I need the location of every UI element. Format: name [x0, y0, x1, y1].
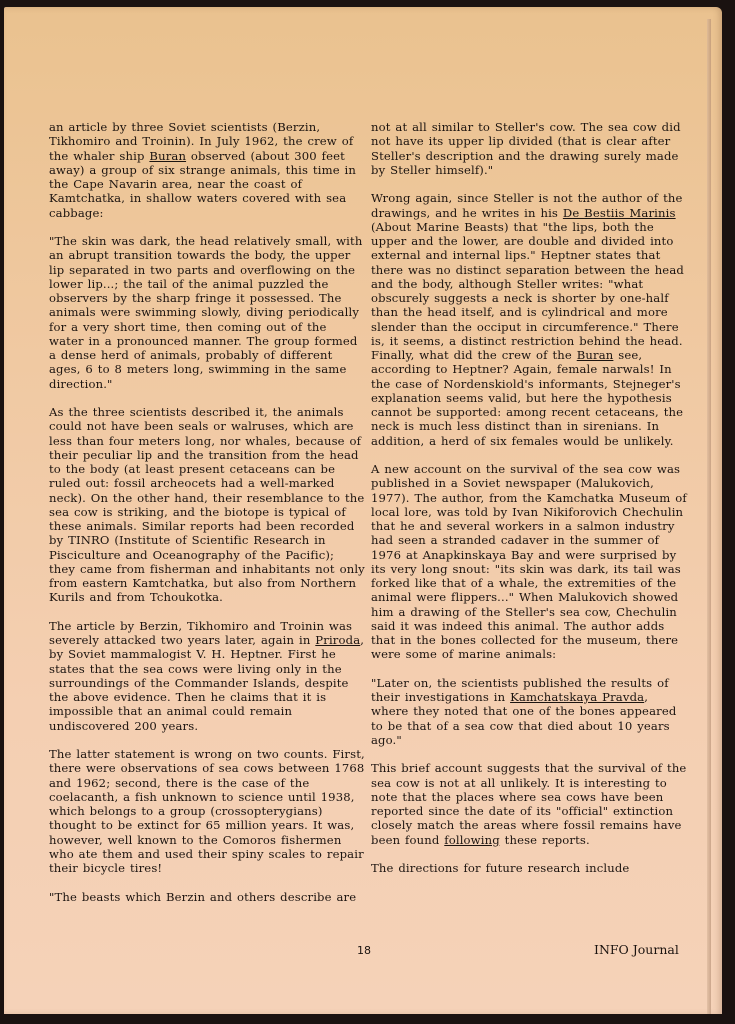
page-bottom-shadow: [0, 1014, 735, 1024]
ship-name-buran: Buran: [576, 348, 614, 362]
left-column: [49, 120, 365, 904]
right-column: [371, 120, 689, 875]
paragraph-brief-account: [371, 761, 689, 847]
text: "Later on, the scientists published the results of their investigations in: [371, 675, 669, 704]
paragraph-beasts-quote: "The beasts which Berzin and others describe are: [49, 889, 357, 904]
text: , where they noted that one of the bones appeared to be that of a sea cow that died about 10 years ago.": [371, 690, 677, 747]
text: This brief account suggests that the survival of the sea cow is not at all unlikely. It is interesting to note that the places where sea cows have been reported since the date of its "official" extinction closely match the areas where fossil remains have been found: [371, 761, 687, 847]
paragraph-heptner-attack: [49, 619, 365, 733]
book-title-de-bestiis-marinis: De Bestiis Marinis: [562, 205, 676, 220]
paragraph-coelacanth: The latter statement is wrong on two counts. First, there were observations of sea cows between 1768 and 1962; second, there is the case of the coelacanth, a fish unknown to science until 1938, which belongs to a group (crossopterygians) thought to be extinct for 65 million years. It was, however, well known to the Comoros fishermen who ate them and used their spiny scales to repair their bicycle tires!: [49, 747, 365, 875]
page-number: 18: [357, 944, 371, 957]
text: , by Soviet mammalogist V. H. Heptner. First he states that the sea cows were living only in the surroundings of the Commander Islands, despite the above evidence. Then he claims that it is impossible that an animal could remain undiscovered 200 years.: [49, 633, 365, 733]
text: an article by three Soviet scientists (Berzin, Tikhomiro and Troinin). In July 1962, the crew of the whaler ship: [49, 120, 354, 163]
paragraph-malukovich-account: A new account on the survival of the sea cow was published in a Soviet newspaper (Malukovich, 1977). The author, from the Kamchatka Museum of local lore, was told by Ivan Nikiforovich Chechulin that he and several workers in a salmon industry had seen a stranded cadaver in the summer of 1976 at Anapkinskaya Bay and were surprised by its very long snout: "its skin was dark, its tail was forked like that of a whale, the extremities of the animal were flippers..." When Malukovich showed him a drawing of the Steller's sea cow, Chechulin said it was indeed this animal. The author adds that in the bones collected for the museum, there were some of marine animals:: [371, 462, 687, 662]
paragraph-future-research: The directions for future research include: [371, 861, 630, 875]
text: observed (about 300 feet away) a group of six strange animals, this time in the Cape Navarin area, near the coast of Kamtchatka, in shallow waters covered with sea cabbage:: [49, 148, 357, 220]
paragraph-kamchatskaya-pravda-quote: [371, 676, 689, 747]
ship-name-buran: Buran: [149, 148, 187, 163]
paragraph-scientists-analysis: As the three scientists described it, the animals could not have been seals or walruses, which are less than four meters long, nor whales, because of their peculiar lip and the transition from the head to the body (at least present cetaceans can be ruled out: fossil archeocets had a well-marked neck). On the other hand, their resemblance to the sea cow is striking, and the biotope is typical of these animals. Similar reports had been recorded by TINRO (Institute of Scientific Research in Pisciculture and Oceanography of the Pacific); they came from fisherman and inhabitants not only from eastern Kamtchatka, but also from Northern Kurils and from Tchoukotka.: [49, 405, 365, 605]
text: see, according to Heptner? Again, female narwals! In the case of Nordenskiold's informants, Stejneger's explanation seems valid, but here the hypothesis cannot be supported: among recent cetaceans, the neck is much less distinct than in sirenians. In addition, a herd of six females would be unlikely.: [371, 348, 684, 448]
text: The article by Berzin, Tikhomiro and Troinin was severely attacked two years later, again in: [49, 618, 353, 647]
text: (About Marine Beasts) that "the lips, both the upper and the lower, are double and divided into external and internal lips." Heptner states that there was no distinct separation between the head and the body, although Steller writes: "what obscurely suggests a neck is shorter by one-half than the head itself, and is cylindrical and more slender than the occiput in circumference." There is, it seems, a distinct restriction behind the head. Finally, what did the crew of the: [371, 219, 684, 362]
paragraph-buran-sighting: [49, 120, 365, 220]
journal-name-footer: INFO Journal: [594, 942, 679, 957]
emphasis-following: following: [444, 832, 500, 847]
text: Wrong again, since Steller is not the author of the drawings, and he writes in his: [371, 191, 683, 220]
paragraph-wrong-again: [371, 191, 689, 448]
paragraph-steller-cow-quote: not at all similar to Steller's cow. The sea cow did not have its upper lip divided (that is clear after Steller's description and the drawing surely made by Steller himself).": [371, 120, 681, 177]
newspaper-name-kamchatskaya-pravda: Kamchatskaya Pravda: [510, 690, 645, 704]
journal-name-priroda: Priroda: [315, 633, 361, 647]
text: these reports.: [499, 832, 590, 847]
page-edge-shadow: [707, 19, 711, 1019]
paragraph-quote-description: "The skin was dark, the head relatively small, with an abrupt transition towards the body, the upper lip separated in two parts and overflowing on the lower lip...; the tail of the animal puzzled the observers by the sharp fringe it possessed. The animals were swimming slowly, diving periodically for a very short time, then coming out of the water in a pronounced manner. The group formed a dense herd of animals, probably of different ages, 6 to 8 meters long, swimming in the same direction.": [49, 234, 363, 391]
